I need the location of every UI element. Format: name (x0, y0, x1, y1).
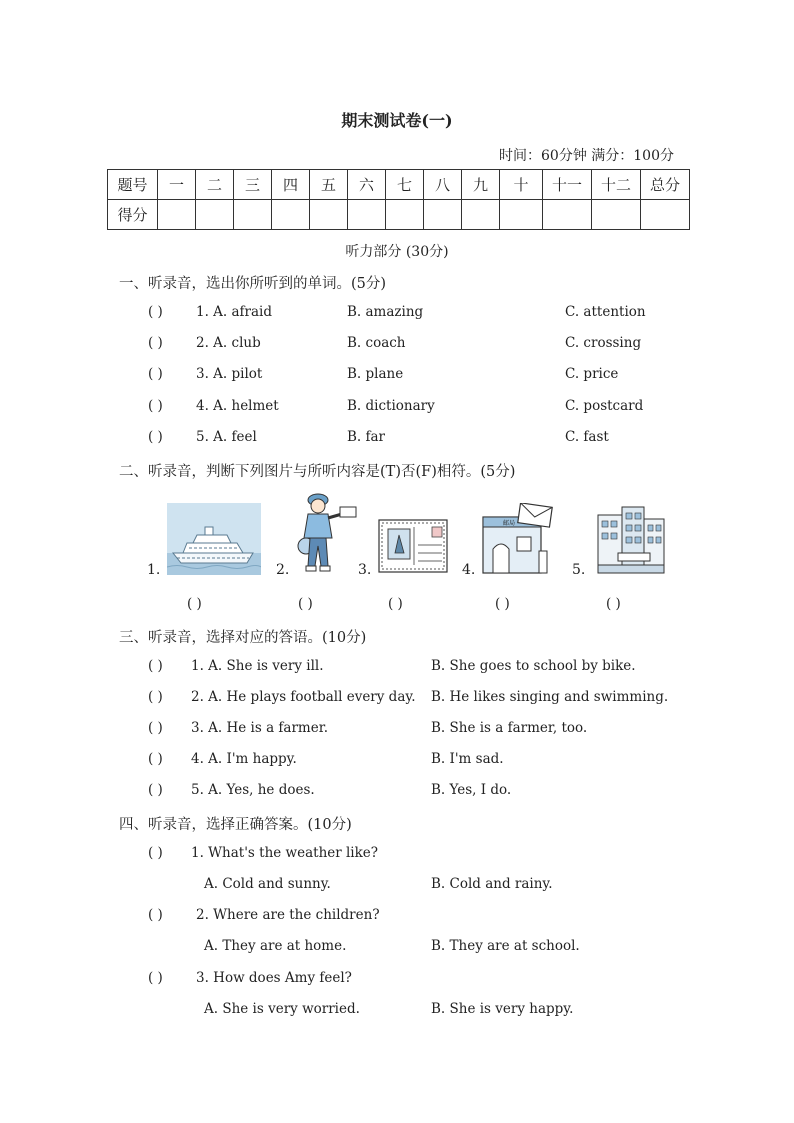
option-b: B. He likes singing and swimming. (431, 689, 669, 705)
option-a: 4. A. I'm happy. (191, 751, 297, 767)
listening-header: 听力部分 (30分) (345, 244, 449, 260)
score-table-cell: 十 (500, 170, 543, 200)
option-a: 3. A. He is a farmer. (191, 720, 328, 736)
answer-blank[interactable]: ( ) (495, 596, 510, 612)
score-table-cell: 七 (386, 170, 424, 200)
score-table-score-row (108, 200, 690, 230)
cruise-ship-picture (167, 503, 261, 575)
option-a: 2. A. club (196, 335, 261, 351)
question-text: 1. What's the weather like? (191, 845, 379, 861)
section1-heading: 一、听录音，选出你所听到的单词。(5分) (119, 276, 387, 292)
option-b: B. She is a farmer, too. (431, 720, 588, 736)
section4-heading: 四、听录音，选择正确答案。(10分) (119, 817, 352, 833)
post-office-picture (481, 503, 556, 575)
answer-blank[interactable]: ( ) (148, 658, 163, 674)
buildings-picture (596, 505, 666, 575)
option-a: 5. A. Yes, he does. (191, 782, 315, 798)
option-c: C. fast (565, 429, 609, 445)
option-b: B. Cold and rainy. (431, 876, 553, 892)
score-input-cell[interactable] (424, 200, 462, 230)
score-input-cell[interactable] (386, 200, 424, 230)
picture-number: 3. (358, 562, 372, 578)
score-table-cell: 八 (424, 170, 462, 200)
postman-picture (290, 490, 360, 576)
option-b: B. far (347, 429, 386, 445)
score-input-cell[interactable] (348, 200, 386, 230)
post-office-sign: 邮局 (503, 520, 516, 527)
option-a: A. They are at home. (204, 938, 347, 954)
option-b: B. They are at school. (431, 938, 580, 954)
answer-blank[interactable]: ( ) (148, 720, 163, 736)
picture-number: 2. (276, 562, 290, 578)
answer-blank[interactable]: ( ) (606, 596, 621, 612)
score-table-cell: 十二 (592, 170, 641, 200)
option-b: B. She goes to school by bike. (431, 658, 636, 674)
score-input-cell[interactable] (196, 200, 234, 230)
option-b: B. plane (347, 366, 404, 382)
score-table-cell: 六 (348, 170, 386, 200)
score-table-header-row (108, 170, 690, 200)
score-input-cell[interactable] (592, 200, 641, 230)
score-table-cell: 总分 (641, 170, 690, 200)
answer-blank[interactable]: ( ) (148, 907, 163, 923)
score-table-cell: 十一 (543, 170, 592, 200)
page-title: 期末测试卷(一) (341, 111, 453, 130)
option-b: B. amazing (347, 304, 424, 320)
option-b: B. coach (347, 335, 406, 351)
picture-number: 4. (462, 562, 476, 578)
score-input-cell[interactable] (310, 200, 348, 230)
answer-blank[interactable]: ( ) (148, 366, 163, 382)
score-input-cell[interactable] (462, 200, 500, 230)
option-c: C. crossing (565, 335, 642, 351)
score-table-cell: 一 (158, 170, 196, 200)
option-a: 1. A. She is very ill. (191, 658, 324, 674)
answer-blank[interactable]: ( ) (388, 596, 403, 612)
option-c: C. attention (565, 304, 646, 320)
answer-blank[interactable]: ( ) (298, 596, 313, 612)
answer-blank[interactable]: ( ) (148, 335, 163, 351)
question-text: 3. How does Amy feel? (196, 970, 352, 986)
option-c: C. price (565, 366, 619, 382)
score-input-cell[interactable] (234, 200, 272, 230)
answer-blank[interactable]: ( ) (148, 398, 163, 414)
option-c: C. postcard (565, 398, 644, 414)
score-input-cell[interactable] (543, 200, 592, 230)
option-a: 1. A. afraid (196, 304, 273, 320)
question-text: 2. Where are the children? (196, 907, 380, 923)
option-a: 3. A. pilot (196, 366, 263, 382)
option-b: B. dictionary (347, 398, 435, 414)
score-table-cell: 三 (234, 170, 272, 200)
score-table-cell: 题号 (108, 170, 158, 200)
score-table-cell: 五 (310, 170, 348, 200)
section2-heading: 二、听录音，判断下列图片与所听内容是(T)否(F)相符。(5分) (119, 464, 516, 480)
postcard-picture (378, 519, 448, 573)
answer-blank[interactable]: ( ) (148, 782, 163, 798)
answer-blank[interactable]: ( ) (148, 845, 163, 861)
picture-number: 5. (572, 562, 586, 578)
score-table (107, 169, 690, 230)
score-table-cell: 四 (272, 170, 310, 200)
section3-heading: 三、听录音，选择对应的答语。(10分) (119, 630, 367, 646)
score-input-cell[interactable] (500, 200, 543, 230)
score-input-cell[interactable] (272, 200, 310, 230)
answer-blank[interactable]: ( ) (148, 689, 163, 705)
answer-blank[interactable]: ( ) (148, 304, 163, 320)
option-b: B. She is very happy. (431, 1001, 574, 1017)
score-input-cell[interactable] (641, 200, 690, 230)
exam-meta: 时间：60分钟 满分：100分 (499, 148, 674, 164)
picture-number: 1. (147, 562, 161, 578)
answer-blank[interactable]: ( ) (148, 429, 163, 445)
option-a: A. She is very worried. (204, 1001, 360, 1017)
answer-blank[interactable]: ( ) (187, 596, 202, 612)
score-input-cell[interactable] (158, 200, 196, 230)
score-table-cell: 二 (196, 170, 234, 200)
score-table-cell: 得分 (108, 200, 158, 230)
answer-blank[interactable]: ( ) (148, 751, 163, 767)
option-b: B. Yes, I do. (431, 782, 512, 798)
answer-blank[interactable]: ( ) (148, 970, 163, 986)
option-a: 5. A. feel (196, 429, 257, 445)
option-b: B. I'm sad. (431, 751, 504, 767)
option-a: 4. A. helmet (196, 398, 279, 414)
option-a: 2. A. He plays football every day. (191, 689, 416, 705)
score-table-cell: 九 (462, 170, 500, 200)
option-a: A. Cold and sunny. (204, 876, 331, 892)
